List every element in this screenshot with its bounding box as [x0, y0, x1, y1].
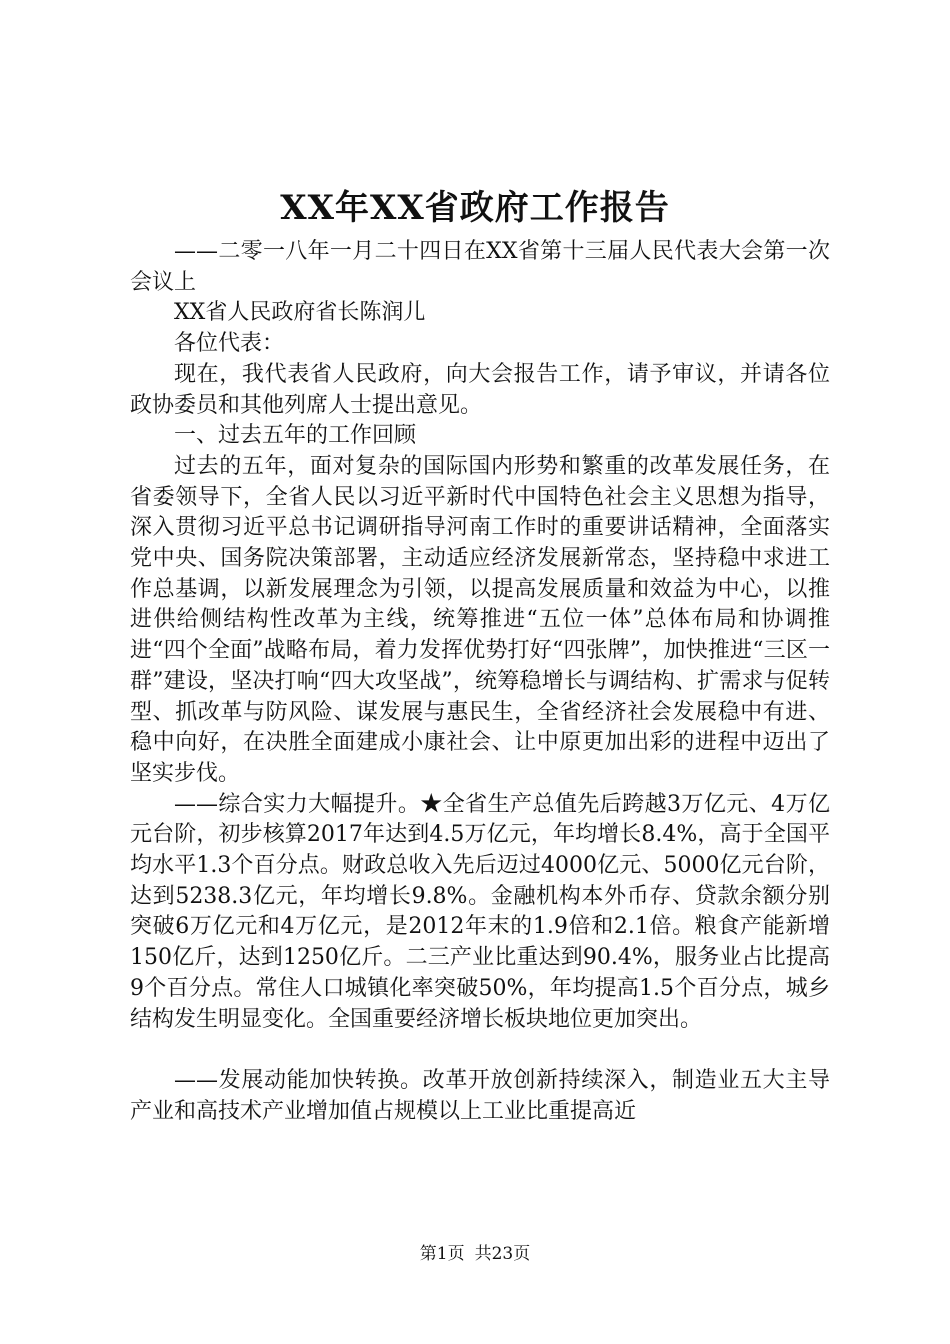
- page-footer: [0, 1243, 950, 1265]
- author-line: XX省人民政府省长陈润儿: [174, 300, 426, 326]
- page-number: 第1页: [419, 1244, 465, 1264]
- review-paragraph: 过去的五年，面对复杂的国际国内形势和繁重的改革发展任务，在省委领导下，全省人民以习近平新时代中国特色社会主义思想为指导，深入贯彻习近平总书记调研指导河南工作时的重要讲话精神，全面落实党中央、国务院决策部署，主动适应经济发展新常态，坚持稳中求进工作总基调，以新发展理念为引领，以提高发展质量和效益为中心，以推进供给侧结构性改革为主线，统筹推进“五位一体”总体布局和协调推进“四个全面”战略布局，着力发挥优势打好“四张牌”，加快推进“三区一群”建设，坚决打响“四大攻坚战”，统筹稳增长与调结构、扩需求与促转型、抓改革与防风险、谋发展与惠民生，全省经济社会发展稳中有进、稳中向好，在决胜全面建成小康社会、让中原更加出彩的进程中迈出了坚实步伐。: [130, 453, 830, 786]
- strength-paragraph: ——综合实力大幅提升。★全省生产总值先后跨越3万亿元、4万亿元台阶，初步核算2017年达到4.5万亿元，年均增长8.4%，高于全国平均水平1.3个百分点。财政总收入先后迈过4000亿元、5000亿元台阶，达到5238.3亿元，年均增长9.8%。金融机构本外币存、贷款余额分别突破6万亿元和4万亿元，是2012年末的1.9倍和2.1倍。粮食产能新增150亿斤，达到1250亿斤。二三产业比重达到90.4%，服务业占比提高9个百分点。常住人口城镇化率突破50%，年均提高1.5个百分点，城乡结构发生明显变化。全国重要经济增长板块地位更加突出。: [130, 791, 830, 1032]
- salutation: 各位代表：: [174, 331, 285, 357]
- subtitle-paragraph: ——二零一八年一月二十四日在XX省第十三届人民代表大会第一次会议上: [130, 239, 830, 295]
- intro-paragraph: 现在，我代表省人民政府，向大会报告工作，请予审议，并请各位政协委员和其他列席人士提出意见。: [130, 361, 830, 418]
- document-body: [130, 237, 830, 1128]
- section-heading: 一、过去五年的工作回顾: [174, 423, 417, 449]
- page-total: 共23页: [474, 1244, 531, 1264]
- document-title: XX年XX省政府工作报告: [280, 188, 670, 228]
- momentum-paragraph: ——发展动能加快转换。改革开放创新持续深入，制造业五大主导产业和高技术产业增加值占规模以上工业比重提高近: [130, 1068, 830, 1124]
